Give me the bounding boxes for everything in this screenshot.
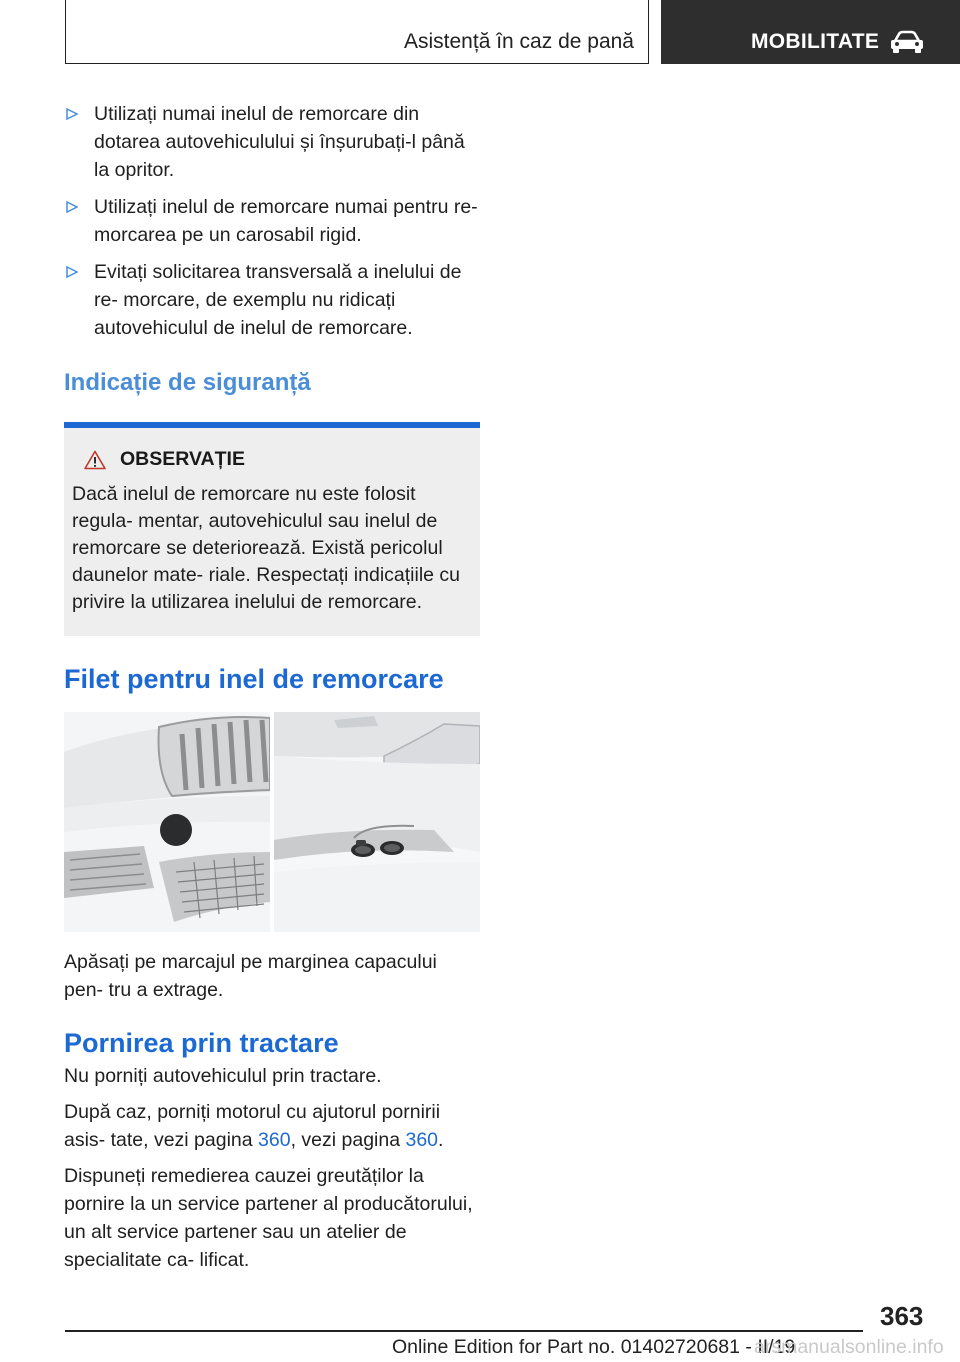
header-section-box	[65, 0, 649, 64]
tow-eye-cover-illustration	[64, 712, 480, 932]
paragraph-text: , vezi pagina	[290, 1129, 406, 1151]
towstart-heading: Pornirea prin tractare	[64, 1028, 339, 1058]
header-section-title: Asistență în caz de pană	[404, 30, 634, 53]
header-chapter-box	[661, 0, 960, 64]
header-chapter-title: MOBILITATE	[751, 30, 880, 53]
paragraph-text: .	[438, 1129, 444, 1151]
page-number: 363	[880, 1301, 924, 1331]
warning-triangle-icon	[84, 450, 106, 470]
towstart-paragraph-1: Nu porniți autovehiculul prin tractare.	[64, 1065, 382, 1087]
safety-heading: Indicație de siguranță	[64, 369, 311, 396]
front-bumper-image	[64, 712, 270, 932]
list-item	[64, 258, 480, 342]
triangle-right-icon	[66, 266, 78, 278]
content-column	[64, 100, 480, 1282]
notice-title: OBSERVAȚIE	[120, 448, 245, 470]
towstart-paragraph-3: Dispuneți remedierea cauzei greutăților la pornire la un service partener al producătorului, un alt service partener sau un atelier de specialitate ca‐ lificat.	[64, 1165, 473, 1271]
page-link-360[interactable]: 360	[258, 1129, 291, 1151]
paragraph-text: După caz, porniți motorul cu ajutorul pornirii asis‐ tate, vezi pagina	[64, 1101, 441, 1151]
car-icon	[889, 30, 925, 54]
towstart-paragraph-2	[64, 1098, 480, 1154]
watermark: arsmanualsonline.info	[754, 1336, 944, 1358]
thread-heading: Filet pentru inel de remorcare	[64, 664, 444, 694]
footer-divider	[65, 1330, 863, 1332]
page-link-360[interactable]: 360	[405, 1129, 439, 1151]
rear-bumper-image	[274, 712, 480, 932]
list-item	[64, 193, 480, 249]
thread-caption: Apăsați pe marcajul pe marginea capacului pen‐ tru a extrage.	[64, 951, 437, 1001]
list-item	[64, 100, 480, 184]
list-item-text: Utilizați numai inelul de remorcare din dotarea autovehiculului și înșurubați-l până la opritor.	[94, 103, 465, 181]
notice-header	[72, 448, 470, 471]
notice-box	[64, 422, 480, 636]
footer-edition: Online Edition for Part no. 01402720681 - II/19	[392, 1336, 796, 1358]
triangle-right-icon	[66, 201, 78, 213]
list-item-text: Evitați solicitarea transversală a inelului de re‐ morcare, de exemplu nu ridicați autovehiculul de inelul de remorcare.	[94, 261, 462, 339]
notice-text: Dacă inelul de remorcare nu este folosit regula‐ mentar, autovehiculul sau inelul de remorcare se deteriorează. Există pericolul daunelor mate‐ riale. Respectați indicațiile cu privire la utilizarea inelului de remorcare.	[72, 483, 461, 613]
list-item-text: Utilizați inelul de remorcare numai pentru re‐ morcarea pe un carosabil rigid.	[94, 196, 478, 246]
triangle-right-icon	[66, 108, 78, 120]
